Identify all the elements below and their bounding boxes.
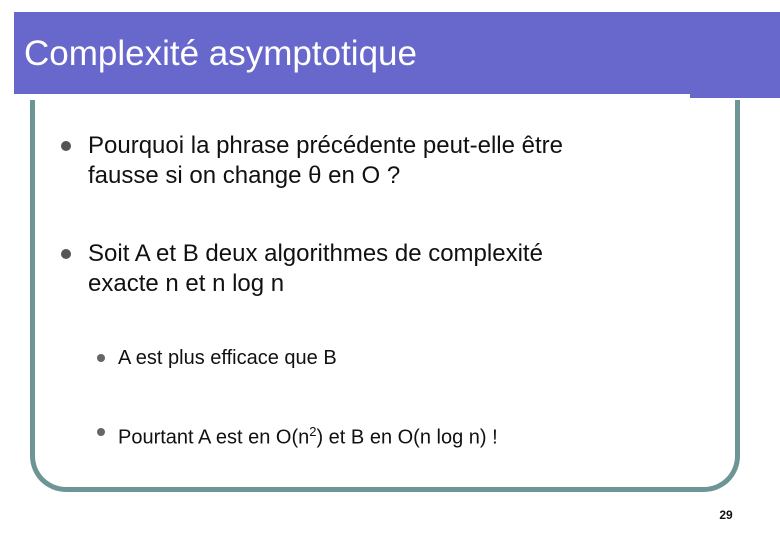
page-number: 29: [719, 508, 733, 522]
bullet-text-line: exacte n et n log n: [88, 270, 285, 297]
superscript-exponent: 2: [309, 424, 317, 439]
bullet-dot: [61, 249, 71, 259]
sub-bullet-dot: [97, 354, 105, 362]
bullet-text-line: Soit A et B deux algorithmes de complexité: [88, 240, 543, 267]
bullet-dot: [61, 141, 71, 151]
title-underline: [14, 94, 690, 98]
bullet-item-1: [88, 131, 563, 191]
sub-bullet-text-after: ) et B en O(n log n) !: [316, 426, 498, 449]
sub-bullet-dot: [97, 428, 105, 436]
bullet-item-2: [88, 239, 543, 299]
bullet-text-line: Pourquoi la phrase précédente peut-elle être: [88, 132, 563, 159]
sub-bullet-item-2: [118, 419, 498, 451]
sub-bullet-item-1: A est plus efficace que B: [118, 347, 337, 369]
sub-bullet-text-before: Pourtant A est en O(n: [118, 426, 310, 449]
bullet-text-line: fausse si on change θ en O ?: [88, 162, 401, 189]
slide-title: Complexité asymptotique: [24, 34, 417, 73]
